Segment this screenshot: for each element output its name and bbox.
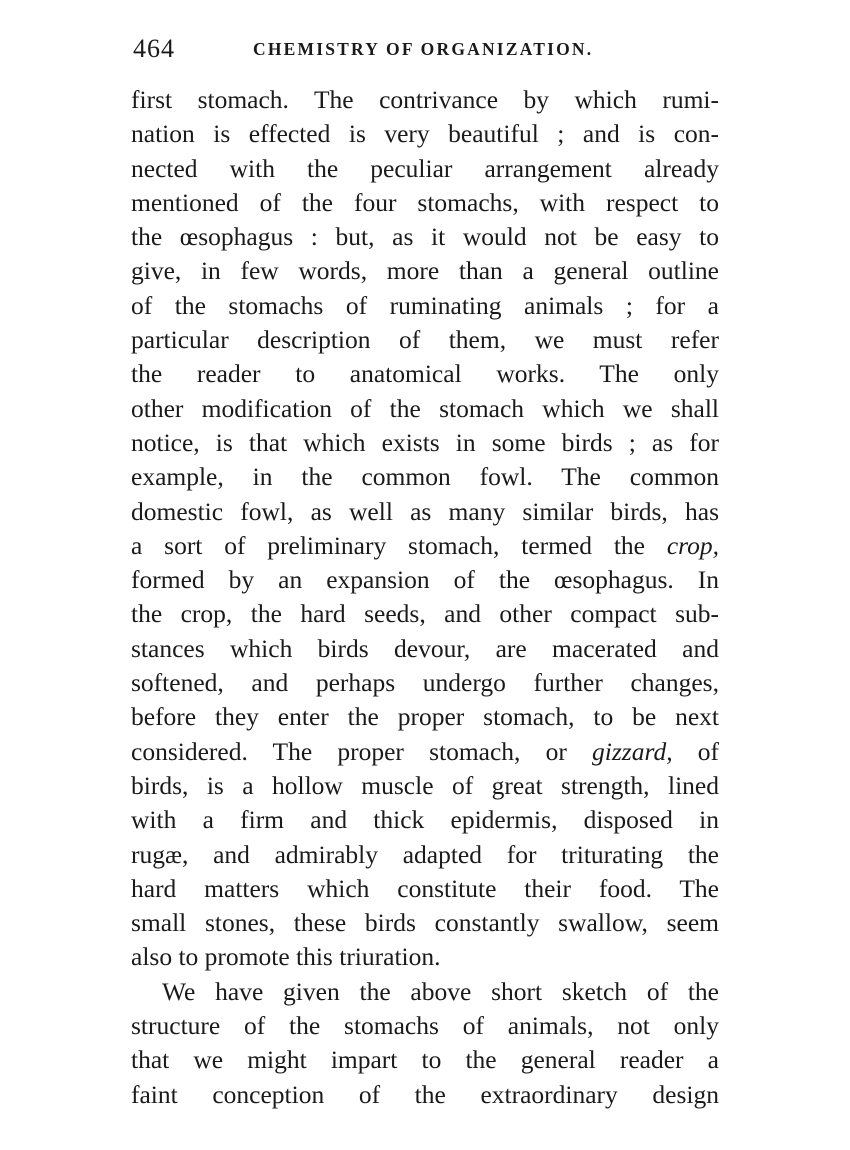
page-header [133, 34, 733, 64]
text-line: the œsophagus : but, as it would not be easy to [131, 222, 719, 252]
page-number: 464 [133, 34, 175, 63]
text-line: the crop, the hard seeds, and other compact sub- [131, 599, 719, 629]
text-line: formed by an expansion of the œsophagus. In [131, 565, 719, 595]
text-line: stances which birds devour, are macerated and [131, 633, 719, 663]
text-line: domestic fowl, as well as many similar birds, has [131, 496, 719, 526]
text-line: nation is effected is very beautiful ; and is con- [131, 119, 719, 149]
text-line: structure of the stomachs of animals, not only [131, 1011, 719, 1041]
text-line: hard matters which constitute their food. The [131, 873, 719, 903]
text-line: that we might impart to the general reader a [131, 1045, 719, 1075]
text-line: softened, and perhaps undergo further changes, [131, 668, 719, 698]
running-head: CHEMISTRY OF ORGANIZATION. [253, 39, 594, 59]
italic-term-gizzard: gizzard, [592, 736, 673, 766]
paragraph-2 [131, 975, 719, 1112]
italic-term-crop: crop, [666, 530, 719, 560]
text-line: before they enter the proper stomach, to be next [131, 702, 719, 732]
text-line: give, in few words, more than a general outline [131, 256, 719, 286]
text-line: with a firm and thick epidermis, disposed in [131, 805, 719, 835]
text-line: other modification of the stomach which we shall [131, 393, 719, 423]
text-run: of [672, 736, 719, 766]
paragraph-1 [131, 83, 719, 975]
text-line: of the stomachs of ruminating animals ; for a [131, 290, 719, 320]
text-line [131, 735, 719, 769]
text-line: rugæ, and admirably adapted for triturating the [131, 839, 719, 869]
text-line: also to promote this triuration. [131, 942, 441, 972]
text-run: a sort of preliminary stomach, termed the [131, 530, 667, 560]
text-line: example, in the common fowl. The common [131, 462, 719, 492]
text-run: considered. The proper stomach, or [131, 736, 593, 766]
text-line: particular description of them, we must refer [131, 325, 719, 355]
text-line: birds, is a hollow muscle of great strength, lined [131, 770, 719, 800]
text-line: We have given the above short sketch of the [162, 976, 719, 1006]
text-line: first stomach. The contrivance by which rumi- [131, 85, 719, 114]
text-line: faint conception of the extraordinary design [131, 1079, 719, 1109]
text-line: small stones, these birds constantly swallow, seem [131, 908, 719, 938]
body-text [131, 83, 719, 1112]
text-line: notice, is that which exists in some birds ; as for [131, 427, 719, 457]
text-line [131, 529, 719, 563]
text-line: mentioned of the four stomachs, with respect to [131, 187, 719, 217]
text-line: the reader to anatomical works. The only [131, 359, 719, 389]
text-line: nected with the peculiar arrangement already [131, 153, 719, 183]
